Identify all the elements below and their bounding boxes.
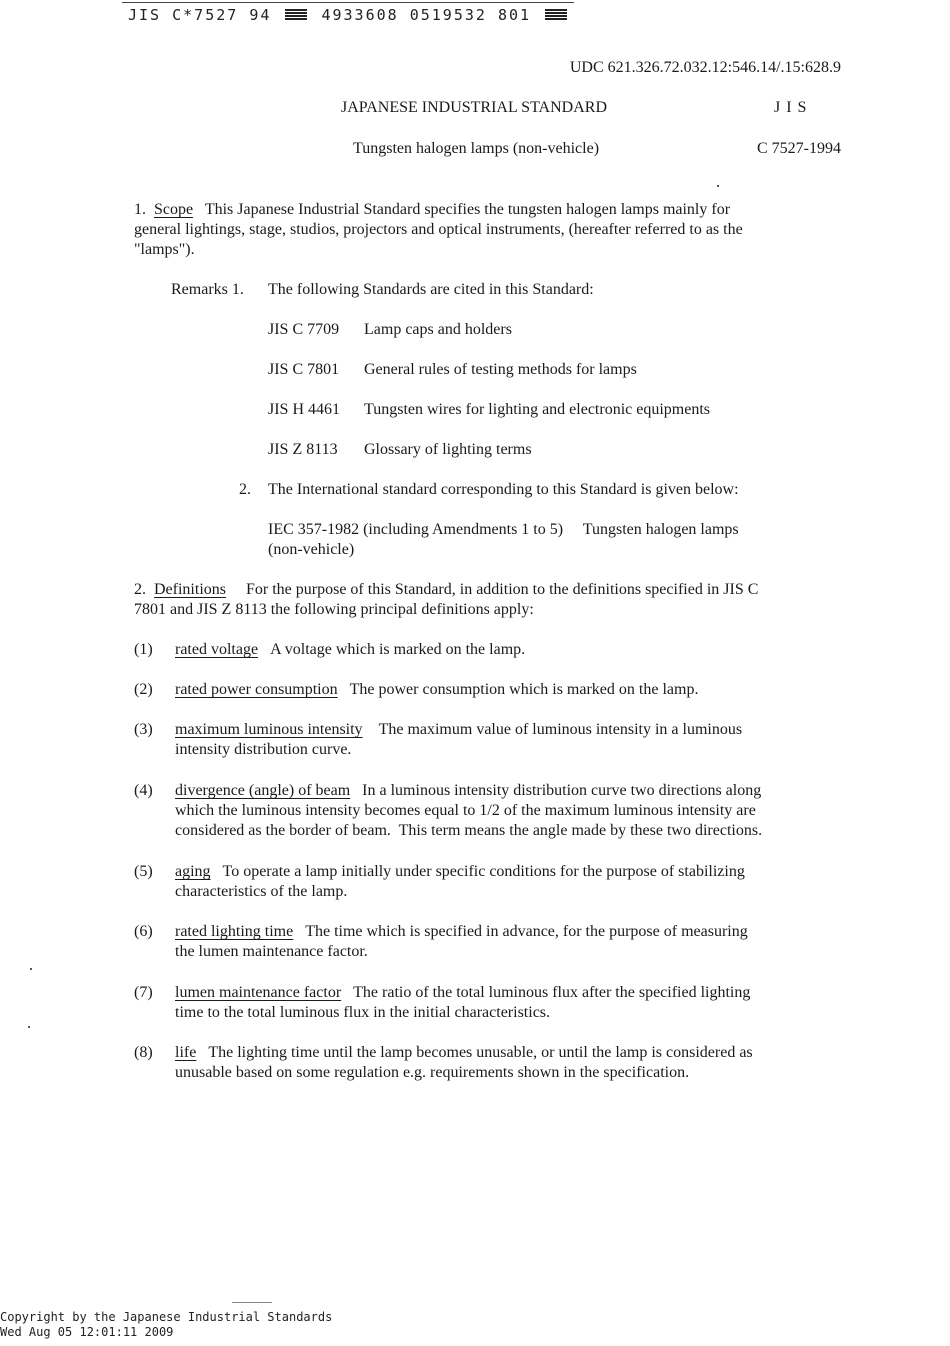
definitions-section	[134, 580, 842, 620]
scope-text-3: "lamps").	[134, 241, 195, 258]
scope-section	[134, 200, 842, 260]
definitions-text-1: For the purpose of this Standard, in addition to the definitions specified in JIS C	[246, 581, 759, 598]
definition-text: time to the total luminous flux in the initial characteristics.	[175, 1004, 551, 1021]
speck	[28, 1026, 30, 1028]
cited-code: JIS Z 8113	[268, 441, 338, 458]
definition-text: considered as the border of beam. This term means the angle made by these two directions.	[175, 822, 763, 839]
definitions-line-1	[134, 580, 842, 600]
iec-reference-line-2: (non-vehicle)	[268, 541, 355, 558]
definition-text: the lumen maintenance factor.	[175, 943, 368, 960]
definition-text: The time which is specified in advance, for the purpose of measuring	[305, 923, 748, 940]
definition-term: rated voltage	[175, 641, 259, 658]
scope-text-1: This Japanese Industrial Standard specifies the tungsten halogen lamps mainly for	[204, 201, 731, 218]
document-barcode-line	[128, 6, 588, 24]
definition-text: The maximum value of luminous intensity in a luminous	[378, 721, 743, 738]
barcode-left-text: JIS C*7527 94	[128, 6, 272, 24]
definition-number: (1)	[134, 641, 153, 658]
iec-reference-line-1: IEC 357-1982 (including Amendments 1 to 5) Tungsten halogen lamps	[268, 521, 739, 538]
definition-term: rated lighting time	[175, 923, 294, 940]
remark-2-text: The International standard corresponding to this Standard is given below:	[268, 481, 739, 498]
definition-text: characteristics of the lamp.	[175, 883, 348, 900]
cited-standard	[268, 360, 637, 380]
cited-title: Lamp caps and holders	[364, 321, 512, 338]
definitions-heading: Definitions	[154, 581, 226, 598]
cited-title: Tungsten wires for lighting and electronic equipments	[364, 401, 711, 418]
definition-number: (7)	[134, 984, 153, 1001]
document-code: C 7527-1994	[757, 140, 841, 157]
cited-standard	[268, 320, 512, 340]
barcode-right-text: 4933608 0519532 801	[321, 6, 532, 24]
remarks-label: Remarks 1.	[171, 281, 244, 298]
cited-title: Glossary of lighting terms	[364, 441, 532, 458]
definition-term: aging	[175, 863, 211, 880]
definition-term: life	[175, 1044, 197, 1061]
footer-rule	[232, 1302, 272, 1303]
definition-text: In a luminous intensity distribution curve two directions along	[362, 782, 762, 799]
speck	[30, 968, 32, 970]
barcode-block-1	[285, 9, 307, 21]
definition-number: (5)	[134, 863, 153, 880]
cited-standard	[268, 400, 710, 420]
definition-number: (6)	[134, 923, 153, 940]
definition-number: (4)	[134, 782, 153, 799]
cited-code: JIS C 7709	[268, 321, 340, 338]
cited-standard	[268, 440, 532, 460]
remark-2-number: 2.	[239, 481, 251, 498]
definition-term: rated power consumption	[175, 681, 338, 698]
definition-text: The ratio of the total luminous flux after the specified lighting	[353, 984, 751, 1001]
definition-text: The power consumption which is marked on the lamp.	[349, 681, 699, 698]
definition-text: To operate a lamp initially under specific conditions for the purpose of stabilizing	[222, 863, 745, 880]
definitions-number: 2.	[134, 581, 146, 598]
scope-number: 1.	[134, 201, 146, 218]
definition-text: A voltage which is marked on the lamp.	[270, 641, 526, 658]
definition-text: unusable based on some regulation e.g. requirements shown in the specification.	[175, 1064, 690, 1081]
definition-term: maximum luminous intensity	[175, 721, 363, 738]
speck	[717, 185, 719, 187]
print-timestamp: Wed Aug 05 12:01:11 2009	[0, 1325, 174, 1339]
cited-code: JIS C 7801	[268, 361, 340, 378]
barcode-block-2	[545, 9, 567, 21]
definitions-text-2: 7801 and JIS Z 8113 the following principal definitions apply:	[134, 601, 534, 618]
cited-title: General rules of testing methods for lamps	[364, 361, 637, 378]
definition-text: The lighting time until the lamp becomes unusable, or until the lamp is considered as	[208, 1044, 753, 1061]
standard-name: JAPANESE INDUSTRIAL STANDARD	[341, 99, 607, 116]
udc-number: UDC 621.326.72.032.12:546.14/.15:628.9	[569, 59, 841, 76]
cited-code: JIS H 4461	[268, 401, 341, 418]
document-title: Tungsten halogen lamps (non-vehicle)	[353, 140, 600, 157]
definition-term: lumen maintenance factor	[175, 984, 342, 1001]
definition-text: intensity distribution curve.	[175, 741, 352, 758]
scope-text-2: general lightings, stage, studios, projectors and optical instruments, (hereafter referred to as the	[134, 221, 743, 238]
copyright-footer	[0, 1310, 332, 1340]
definition-term: divergence (angle) of beam	[175, 782, 351, 799]
top-rule	[122, 2, 574, 3]
remarks-intro: The following Standards are cited in this Standard:	[268, 281, 594, 298]
definition-number: (2)	[134, 681, 153, 698]
definition-number: (3)	[134, 721, 153, 738]
definition-text: which the luminous intensity becomes equal to 1/2 of the maximum luminous intensity are	[175, 802, 756, 819]
scope-line-1	[134, 200, 842, 220]
jis-mark: J I S	[774, 99, 808, 116]
definition-number: (8)	[134, 1044, 153, 1061]
copyright-text: Copyright by the Japanese Industrial Standards	[0, 1310, 333, 1324]
scope-heading: Scope	[154, 201, 194, 218]
